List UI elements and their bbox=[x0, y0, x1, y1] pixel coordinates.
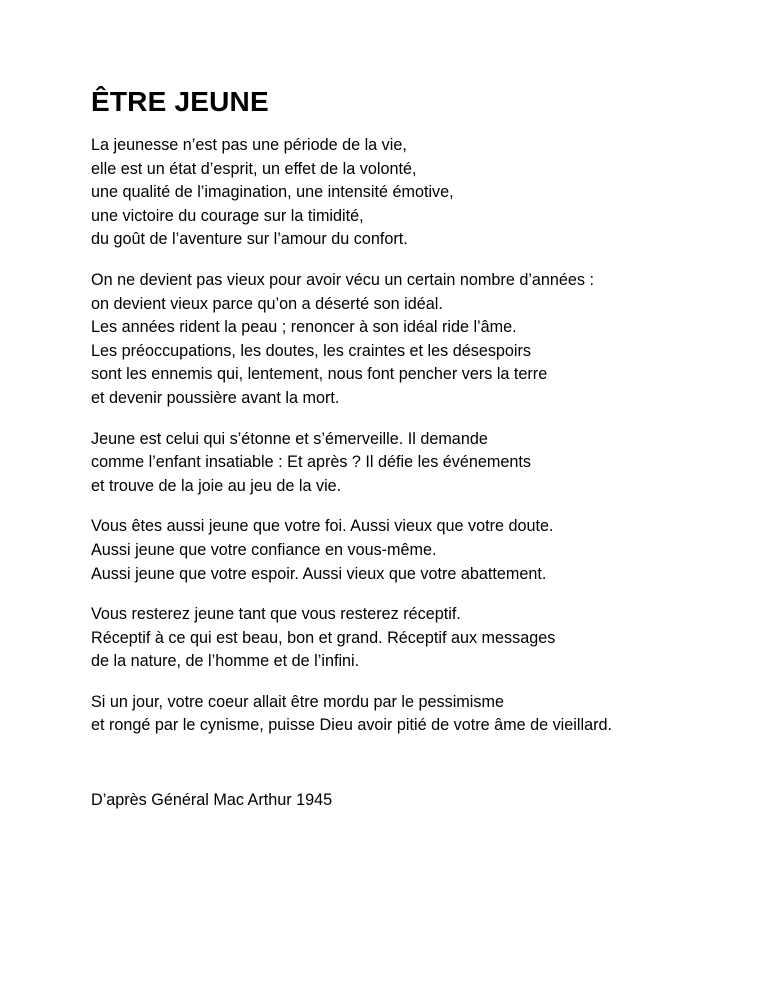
stanza-6 bbox=[91, 691, 751, 738]
attribution: D’après Général Mac Arthur 1945 bbox=[91, 791, 333, 809]
poem-line: Vous resterez jeune tant que vous resterez réceptif. bbox=[91, 605, 461, 624]
poem-page bbox=[91, 84, 751, 755]
poem-line: une victoire du courage sur la timidité, bbox=[91, 206, 364, 225]
poem-line: sont les ennemis qui, lentement, nous font pencher vers la terre bbox=[91, 365, 548, 384]
poem-line: La jeunesse n’est pas une période de la vie, bbox=[91, 136, 407, 154]
stanza-3 bbox=[91, 428, 751, 499]
poem-line: elle est un état d’esprit, un effet de la volonté, bbox=[91, 159, 417, 178]
poem-title: ÊTRE JEUNE bbox=[91, 86, 269, 117]
poem-line: Aussi jeune que votre confiance en vous-même. bbox=[91, 540, 437, 559]
poem-line: Si un jour, votre coeur allait être mordu par le pessimisme bbox=[91, 692, 504, 711]
poem-line: Les années rident la peau ; renoncer à son idéal ride l’âme. bbox=[91, 318, 517, 337]
poem-line: on devient vieux parce qu’on a déserté son idéal. bbox=[91, 294, 443, 313]
poem-line: Aussi jeune que votre espoir. Aussi vieux que votre abattement. bbox=[91, 564, 547, 583]
poem-line: et rongé par le cynisme, puisse Dieu avoir pitié de votre âme de vieillard. bbox=[91, 716, 612, 735]
poem-line: Réceptif à ce qui est beau, bon et grand. Réceptif aux messages bbox=[91, 628, 556, 647]
poem-line: comme l’enfant insatiable : Et après ? Il défie les événements bbox=[91, 453, 531, 472]
poem-line: et devenir poussière avant la mort. bbox=[91, 388, 340, 407]
poem-line: de la nature, de l’homme et de l’infini. bbox=[91, 652, 360, 671]
stanza-1 bbox=[91, 134, 751, 252]
stanza-2 bbox=[91, 269, 751, 411]
poem-line: une qualité de l’imagination, une intensité émotive, bbox=[91, 183, 454, 202]
stanza-5 bbox=[91, 603, 751, 674]
poem-line: Les préoccupations, les doutes, les craintes et les désespoirs bbox=[91, 341, 532, 360]
poem-line: Vous êtes aussi jeune que votre foi. Aussi vieux que votre doute. bbox=[91, 517, 554, 536]
poem-line: du goût de l’aventure sur l’amour du confort. bbox=[91, 230, 408, 249]
poem-line: et trouve de la joie au jeu de la vie. bbox=[91, 476, 342, 495]
poem-line: On ne devient pas vieux pour avoir vécu un certain nombre d’années : bbox=[91, 270, 595, 289]
poem-line: Jeune est celui qui s’étonne et s’émerveille. Il demande bbox=[91, 429, 488, 448]
stanza-4 bbox=[91, 515, 751, 586]
